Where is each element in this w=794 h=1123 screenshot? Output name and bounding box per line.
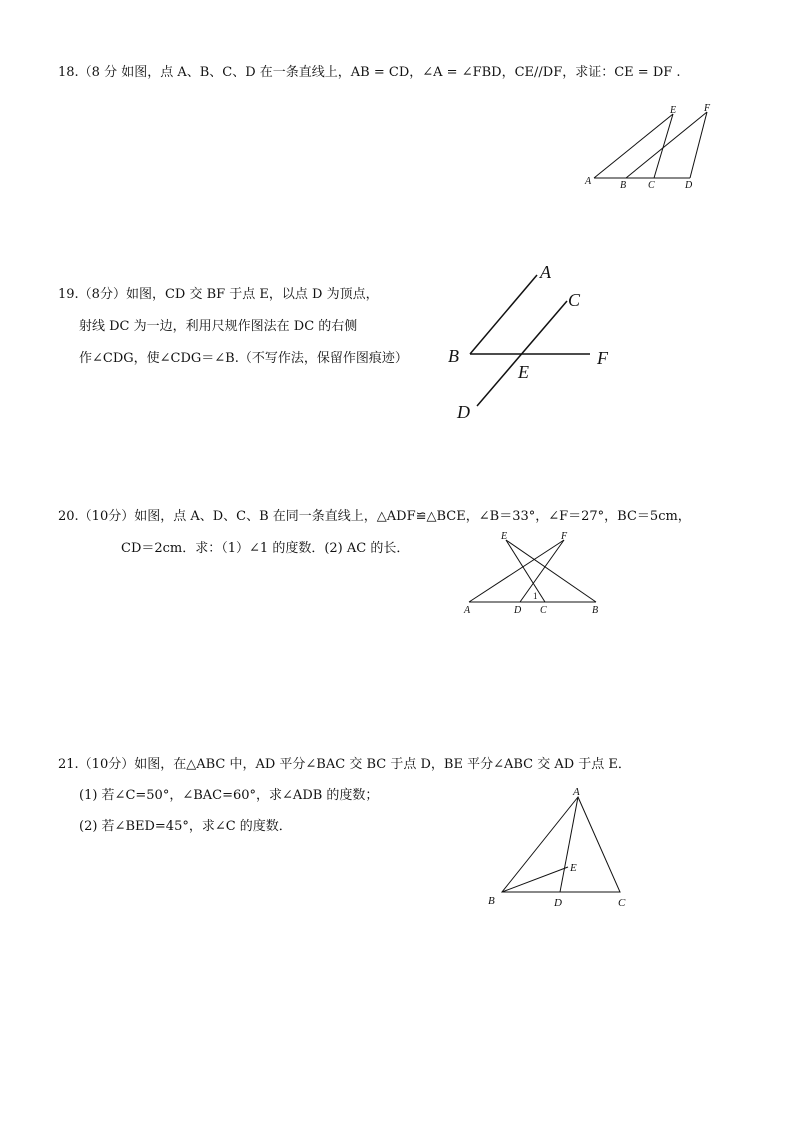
label-a: A <box>540 262 551 282</box>
label-c: C <box>568 290 581 310</box>
segment-df <box>690 112 707 178</box>
label-e: E <box>570 862 577 874</box>
problem-20-text-2: CD＝2cm．求：（1）∠1 的度数．(2) AC 的长． <box>121 541 410 556</box>
problem-18-figure <box>580 100 720 195</box>
label-d: D <box>685 180 693 191</box>
label-e: E <box>670 105 677 116</box>
segment-ae <box>594 114 673 178</box>
problem-19-text-1: 19.（8分）如图，CD 交 BF 于点 E，以点 D 为顶点， <box>58 287 379 302</box>
problem-20-figure <box>460 528 610 620</box>
problem-19-text-2: 射线 DC 为一边，利用尺规作图法在 DC 的右侧 <box>79 319 358 334</box>
label-e: E <box>501 531 508 542</box>
label-b: B <box>488 895 495 907</box>
segment-af <box>469 540 564 602</box>
label-c: C <box>540 605 547 616</box>
label-e: E <box>518 362 529 382</box>
segment-bf <box>626 112 707 178</box>
ray-ba <box>470 275 537 354</box>
label-d: D <box>554 897 562 909</box>
label-b: B <box>448 346 459 366</box>
label-angle-1: 1 <box>533 591 538 601</box>
label-a: A <box>585 176 592 187</box>
segment-df <box>520 540 564 602</box>
label-f: F <box>704 103 711 114</box>
problem-21-figure <box>480 780 640 915</box>
problem-21-text-1: 21.（10分）如图，在△ABC 中，AD 平分∠BAC 交 BC 于点 D，BE 平分∠ABC 交 AD 于点 E． <box>58 757 631 772</box>
label-f: F <box>597 348 608 368</box>
triangle-abc <box>502 797 620 892</box>
label-b: B <box>620 180 627 191</box>
problem-19-figure <box>440 258 620 428</box>
segment-ad <box>560 797 578 892</box>
segment-eb <box>506 540 596 602</box>
label-b: B <box>592 605 599 616</box>
segment-ec <box>506 540 545 602</box>
problem-21-text-3: (2) 若∠BED=45°，求∠C 的度数． <box>79 819 292 834</box>
label-c: C <box>648 180 655 191</box>
problem-20-text-1: 20.（10分）如图，点 A、D、C、B 在同一条直线上，△ADF≌△BCE，∠B＝33°，∠F＝27°，BC＝5cm， <box>58 509 691 524</box>
problem-21-text-2: (1) 若∠C=50°，∠BAC=60°，求∠ADB 的度数； <box>79 788 379 803</box>
label-c: C <box>618 897 626 909</box>
segment-ce <box>654 114 673 178</box>
label-a: A <box>573 786 580 798</box>
label-a: A <box>464 605 471 616</box>
label-d: D <box>457 402 470 422</box>
label-f: F <box>561 531 568 542</box>
label-d: D <box>514 605 522 616</box>
problem-19-text-3: 作∠CDG，使∠CDG＝∠B.（不写作法，保留作图痕迹） <box>79 351 408 366</box>
problem-18-text: 18.（8 分 如图，点 A、B、C、D 在一条直线上，AB = CD，∠A = ∠FBD，CE//DF，求证：CE = DF . <box>58 65 681 80</box>
